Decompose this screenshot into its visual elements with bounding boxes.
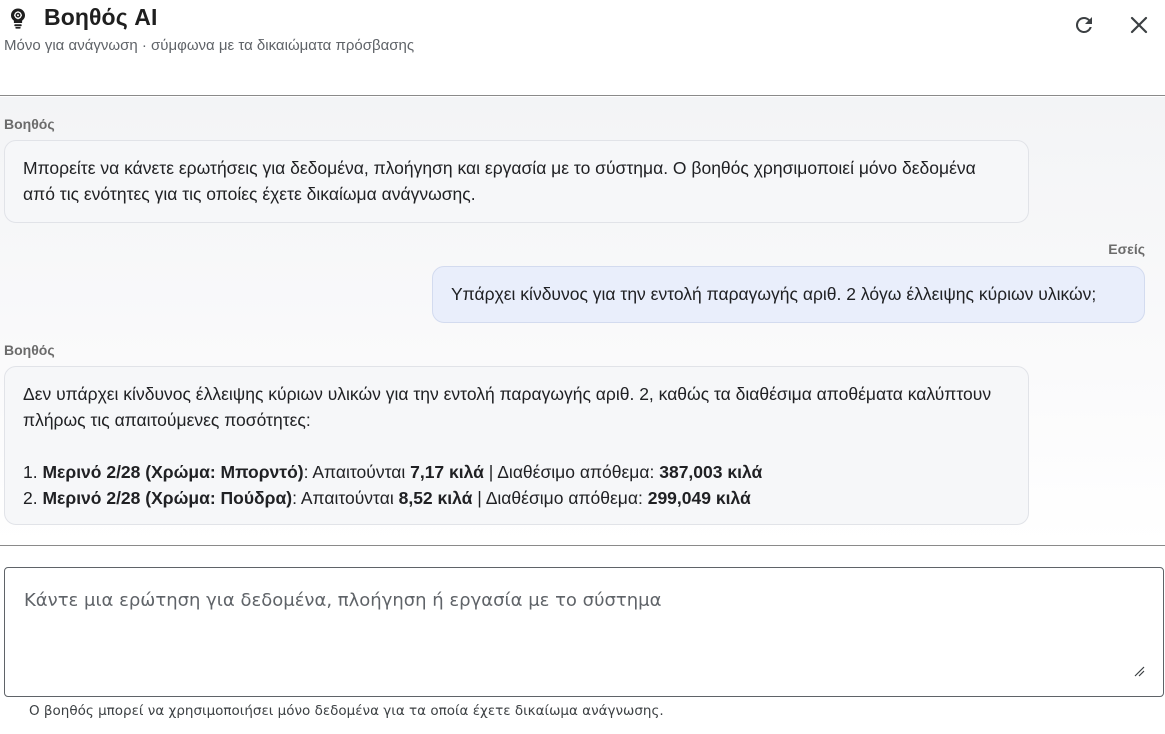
resize-handle-icon[interactable] bbox=[1133, 664, 1145, 676]
list-item bbox=[23, 459, 1010, 485]
panel-title: Βοηθός AI bbox=[44, 4, 158, 30]
title-row bbox=[6, 4, 157, 31]
question-input[interactable] bbox=[5, 568, 1163, 696]
stock-quantity: 387,003 κιλά bbox=[659, 462, 763, 482]
panel-header bbox=[0, 0, 1165, 96]
list-item bbox=[23, 485, 1010, 511]
refresh-icon bbox=[1072, 13, 1096, 42]
refresh-button[interactable] bbox=[1067, 10, 1101, 44]
required-label: : Απαιτούνται bbox=[292, 488, 399, 508]
message-sender: Εσείς bbox=[1108, 241, 1145, 257]
user-message bbox=[432, 266, 1145, 323]
message-sender: Βοηθός bbox=[4, 342, 55, 358]
message-sender: Βοηθός bbox=[4, 116, 55, 132]
stock-label: | Διαθέσιμο απόθεμα: bbox=[483, 462, 660, 482]
question-composer bbox=[4, 567, 1164, 697]
material-name: Μερινό 2/28 (Χρώμα: Πούδρα) bbox=[42, 488, 293, 508]
stock-quantity: 299,049 κιλά bbox=[647, 488, 751, 508]
footer-note: Ο βοηθός μπορεί να χρησιμοποιήσει μόνο δεδομένα για τα οποία έχετε δικαίωμα ανάγνωσης. bbox=[29, 703, 664, 719]
required-label: : Απαιτούνται bbox=[303, 462, 411, 482]
panel-subtitle: Μόνο για ανάγνωση · σύμφωνα με τα δικαιώματα πρόσβασης bbox=[4, 37, 415, 54]
brain-lightbulb-icon bbox=[6, 6, 30, 30]
message-intro: Δεν υπάρχει κίνδυνος έλλειψης κύριων υλικών για την εντολή παραγωγής αριθ. 2, καθώς τα διαθέσιμα αποθέματα καλύπτουν πλήρως τις απαιτούμενες ποσότητες: bbox=[23, 384, 992, 430]
close-icon bbox=[1127, 13, 1151, 42]
message-list[interactable] bbox=[0, 97, 1165, 546]
message-text: Υπάρχει κίνδυνος για την εντολή παραγωγής αριθ. 2 λόγω έλλειψης κύριων υλικών; bbox=[451, 284, 1097, 304]
material-name: Μερινό 2/28 (Χρώμα: Μπορντό) bbox=[42, 462, 304, 482]
assistant-message bbox=[4, 140, 1029, 223]
assistant-message bbox=[4, 366, 1029, 525]
close-button[interactable] bbox=[1122, 10, 1156, 44]
required-quantity: 8,52 κιλά bbox=[398, 488, 473, 508]
list-item-number: 2. bbox=[23, 488, 38, 508]
list-item-number: 1. bbox=[23, 462, 38, 482]
stock-label: | Διαθέσιμο απόθεμα: bbox=[472, 488, 648, 508]
required-quantity: 7,17 κιλά bbox=[410, 462, 484, 482]
message-text: Μπορείτε να κάνετε ερωτήσεις για δεδομένα, πλοήγηση και εργασία με το σύστημα. Ο βοηθός χρησιμοποιεί μόνο δεδομένα από τις ενότητες για τις οποίες έχετε δικαίωμα ανάγνωσης. bbox=[23, 158, 976, 204]
